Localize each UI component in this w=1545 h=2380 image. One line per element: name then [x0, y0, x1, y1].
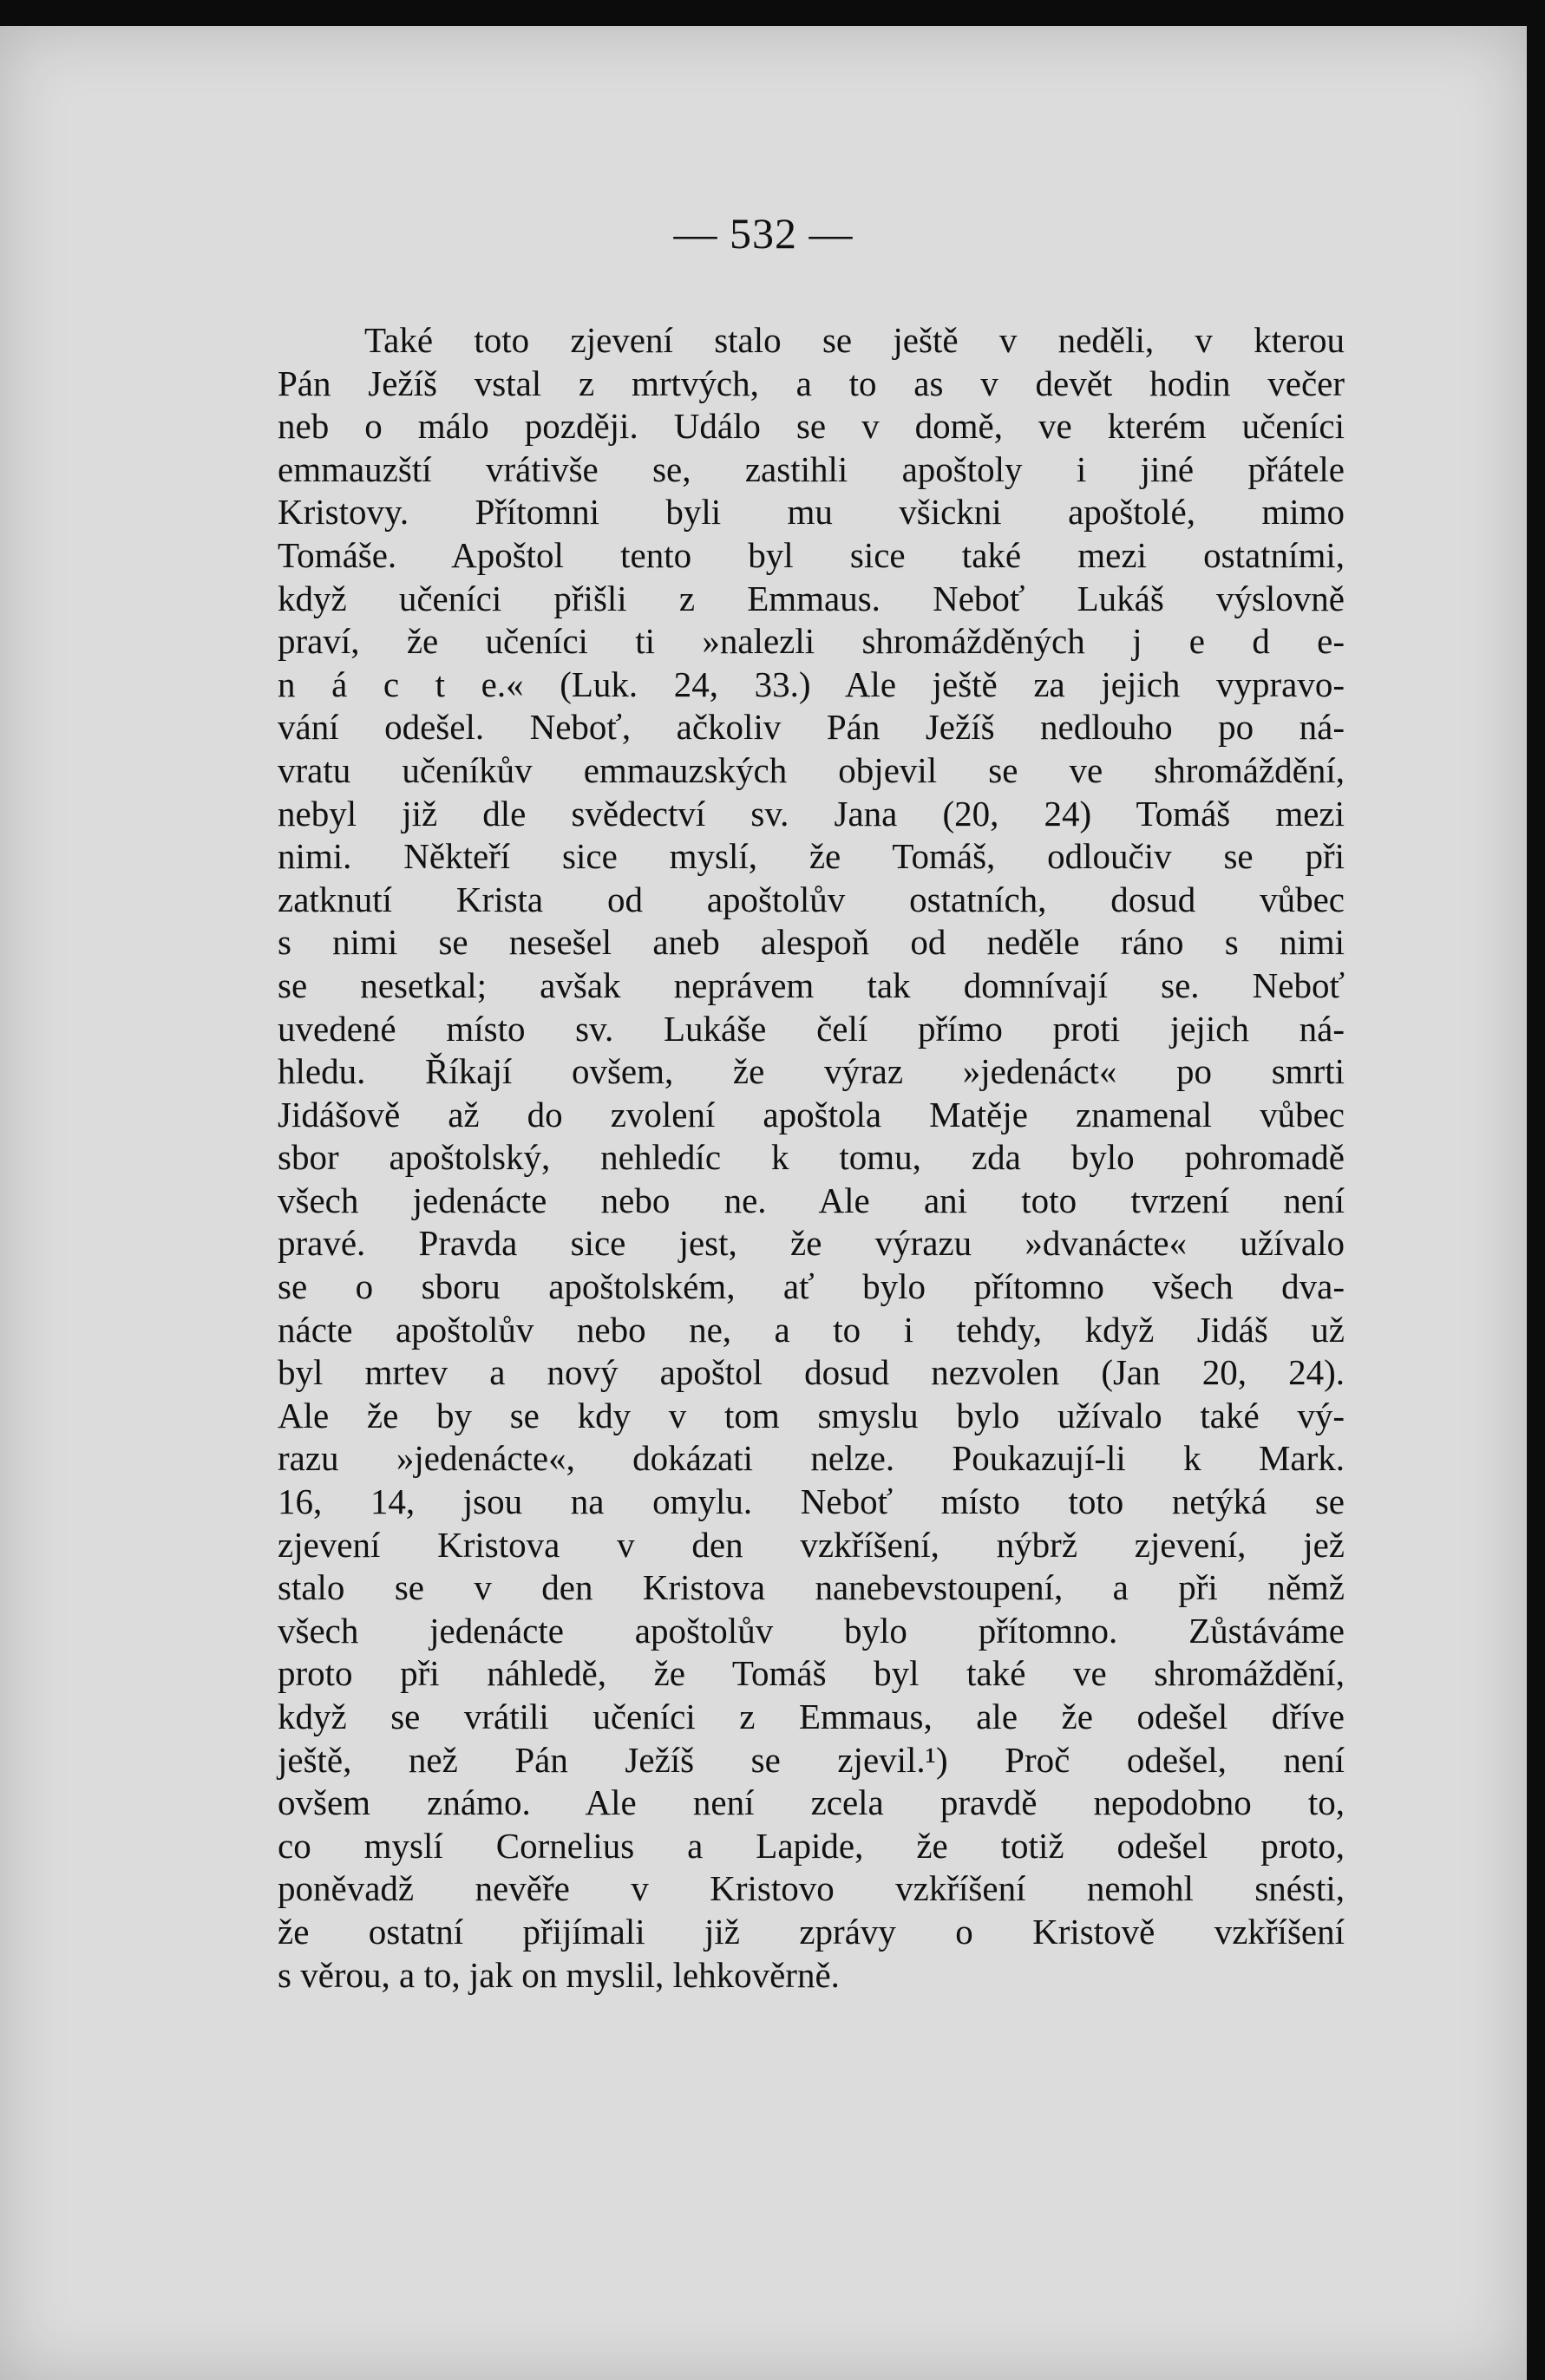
book-page	[0, 26, 1527, 2380]
text-line: Pán Ježíš vstal z mrtvých, a to as v devět hodin večer	[278, 363, 1345, 403]
text-line: razu »jedenácte«, dokázati nelze. Poukazují-li k Mark.	[278, 1438, 1345, 1479]
text-line: zjevení Kristova v den vzkříšení, nýbrž zjevení, jež	[278, 1524, 1345, 1565]
text-line: emmauzští vrátivše se, zastihli apoštoly i jiné přátele	[278, 448, 1345, 489]
text-line: vání odešel. Neboť, ačkoliv Pán Ježíš nedlouho po ná-	[278, 707, 1345, 748]
text-line: Také toto zjevení stalo se ještě v neděli, v kterou	[364, 320, 1345, 360]
text-line: vratu učeníkův emmauzských objevil se ve shromáždění,	[278, 749, 1345, 790]
text-line: co myslí Cornelius a Lapide, že totiž odešel proto,	[278, 1825, 1345, 1866]
text-line: když učeníci přišli z Emmaus. Neboť Lukáš výslovně	[278, 578, 1345, 618]
text-line: 16, 14, jsou na omylu. Neboť místo toto netýká se	[278, 1481, 1345, 1522]
body-text	[278, 319, 1345, 1997]
text-line: se nesetkal; avšak neprávem tak domnívají se. Neboť	[278, 964, 1345, 1005]
text-line: proto při náhledě, že Tomáš byl také ve shromáždění,	[278, 1653, 1345, 1694]
text-line: pravé. Pravda sice jest, že výrazu »dvanácte« užívalo	[278, 1223, 1345, 1264]
text-line: nebyl již dle svědectví sv. Jana (20, 24) Tomáš mezi	[278, 793, 1345, 834]
text-line: nácte apoštolův nebo ne, a to i tehdy, když Jidáš už	[278, 1309, 1345, 1350]
text-line: nimi. Někteří sice myslí, že Tomáš, odloučiv se při	[278, 836, 1345, 877]
text-line: Jidášově až do zvolení apoštola Matěje znamenal vůbec	[278, 1094, 1345, 1134]
text-line: ještě, než Pán Ježíš se zjevil.¹) Proč odešel, není	[278, 1739, 1345, 1780]
text-line: sbor apoštolský, nehledíc k tomu, zda bylo pohromadě	[278, 1137, 1345, 1178]
text-line: byl mrtev a nový apoštol dosud nezvolen (Jan 20, 24).	[278, 1352, 1345, 1393]
text-line: n á c t e.« (Luk. 24, 33.) Ale ještě za jejich vypravo-	[278, 664, 1345, 704]
text-line: že ostatní přijímali již zprávy o Kristově vzkříšení	[278, 1911, 1345, 1952]
text-line: Ale že by se kdy v tom smyslu bylo užívalo také vý-	[278, 1395, 1345, 1435]
text-line: poněvadž nevěře v Kristovo vzkříšení nemohl snésti,	[278, 1868, 1345, 1909]
text-line: praví, že učeníci ti »nalezli shromážděných j e d e-	[278, 621, 1345, 662]
text-line: se o sboru apoštolském, ať bylo přítomno všech dva-	[278, 1266, 1345, 1307]
text-line: zatknutí Krista od apoštolův ostatních, dosud vůbec	[278, 879, 1345, 919]
text-line: Tomáše. Apoštol tento byl sice také mezi ostatními,	[278, 534, 1345, 575]
text-line: neb o málo později. Událo se v domě, ve kterém učeníci	[278, 406, 1345, 447]
text-line: Kristovy. Přítomni byli mu všickni apoštolé, mimo	[278, 492, 1345, 533]
text-line: když se vrátili učeníci z Emmaus, ale že odešel dříve	[278, 1697, 1345, 1736]
text-line: všech jedenácte nebo ne. Ale ani toto tvrzení není	[278, 1180, 1345, 1220]
text-line: s věrou, a to, jak on myslil, lehkověrně.	[278, 1954, 840, 1995]
text-line: uvedené místo sv. Lukáše čelí přímo proti jejich ná-	[278, 1008, 1345, 1049]
text-line: stalo se v den Kristova nanebevstoupení, a při němž	[278, 1567, 1345, 1608]
text-line: ovšem známo. Ale není zcela pravdě nepodobno to,	[278, 1782, 1345, 1823]
text-line: hledu. Říkají ovšem, že výraz »jedenáct« po smrti	[278, 1051, 1345, 1092]
text-line: všech jedenácte apoštolův bylo přítomno. Zůstáváme	[278, 1610, 1345, 1651]
text-line: s nimi se nesešel aneb alespoň od neděle ráno s nimi	[278, 922, 1345, 963]
page-number: — 532 —	[673, 209, 854, 258]
